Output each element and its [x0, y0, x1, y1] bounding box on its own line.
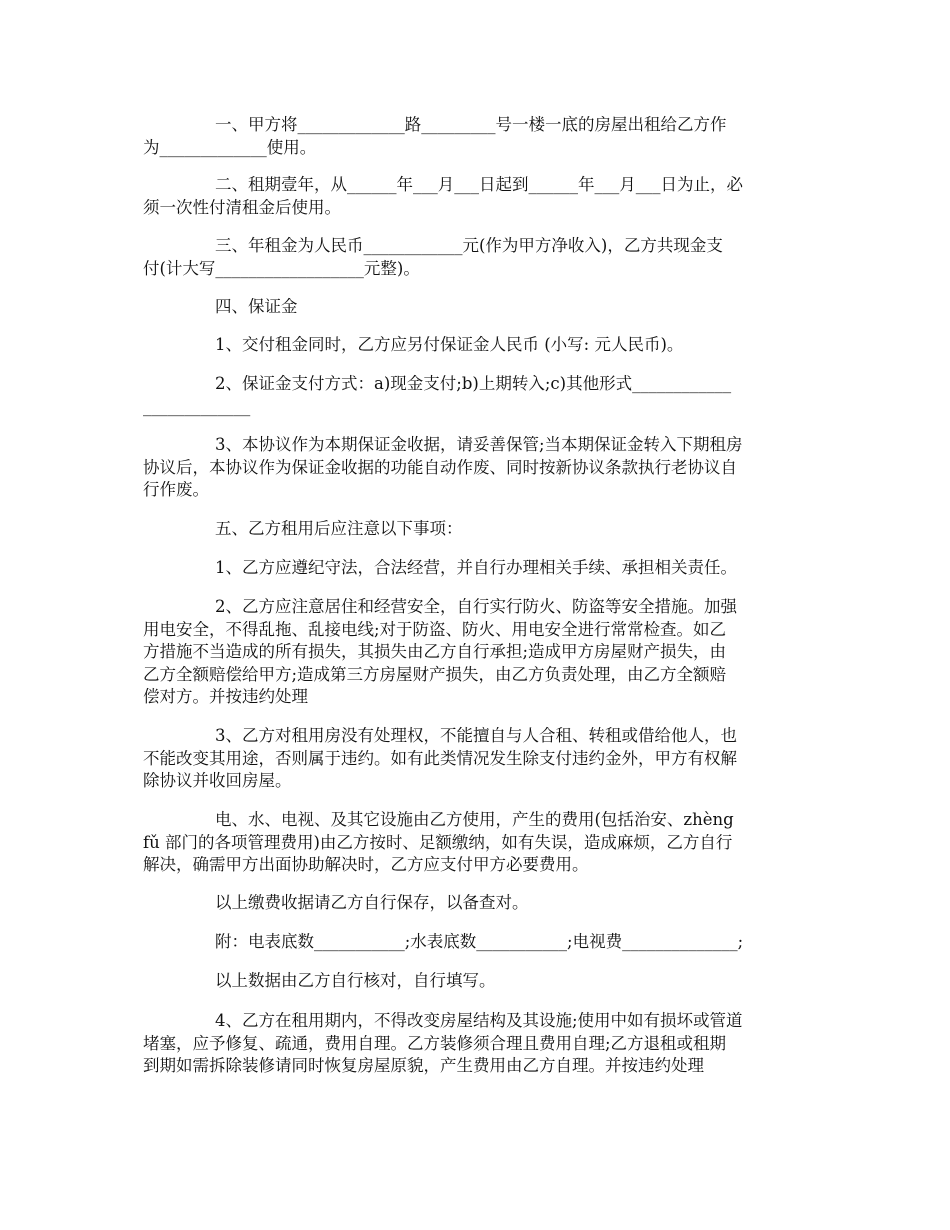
- text-line: 1、乙方应遵纪守法，合法经营，并自行办理相关手续、承担相关责任。: [215, 558, 737, 577]
- text-line: 2、保证金支付方式：a)现金支付;b)上期转入;c)其他形式____________: [215, 374, 732, 393]
- utilities-paragraph: [143, 809, 815, 877]
- notice-item-1: [143, 557, 815, 580]
- text-line: 须一次性付清租金后使用。: [143, 197, 341, 217]
- text-line: 二、租期壹年，从______年___月___日起到______年___月___日为止，必: [215, 175, 743, 194]
- clause-1: [143, 114, 815, 159]
- notice-item-4: [143, 1010, 815, 1078]
- meter-readings: [143, 931, 815, 954]
- text-line: 不能改变其用途，否则属于违约。如有此类情况发生除支付违约金外，甲方有权解: [143, 748, 737, 768]
- text-line: 方措施不当造成的所有损失，其损失由乙方自行承担;造成甲方房屋财产损失，由: [143, 642, 727, 661]
- text-line: 行作废。: [143, 480, 209, 499]
- text-line: 除协议并收回房屋。: [143, 771, 292, 790]
- text-line: 2、乙方应注意居住和经营安全，自行实行防火、防盗等安全措施。加强: [215, 597, 737, 616]
- text-line: 4、乙方在租用期内，不得改变房屋结构及其设施;使用中如有损坏或管道: [215, 1011, 743, 1030]
- deposit-item-2: [143, 373, 815, 418]
- text-line: 附：电表底数___________;水表底数___________;电视费______________;: [215, 932, 744, 951]
- text-line: 为_____________使用。: [143, 137, 317, 157]
- verification-note: [143, 970, 815, 993]
- text-line: 到期如需拆除装修请同时恢复房屋原貌，产生费用由乙方自理。并按违约处理: [143, 1056, 704, 1075]
- clause-2: [143, 174, 815, 219]
- receipt-note: [143, 892, 815, 915]
- text-line: 3、本协议作为本期保证金收据，请妥善保管;当本期保证金转入下期租房: [215, 435, 743, 454]
- clause-3: [143, 235, 815, 280]
- text-line: 3、乙方对租用房没有处理权，不能擅自与人合租、转租或借给他人，也: [215, 726, 737, 745]
- clause-4-heading: [143, 296, 815, 319]
- text-line: 堵塞，应予修复、疏通，费用自理。乙方装修须合理且费用自理;乙方退租或租期: [143, 1033, 727, 1053]
- text-line: 1、交付租金同时，乙方应另付保证金人民币 (小写: 元人民币)。: [215, 335, 684, 354]
- text-line: 电、水、电视、及其它设施由乙方使用，产生的费用(包括治安、zhèng: [215, 810, 734, 829]
- notice-item-3: [143, 725, 815, 793]
- clause-5-heading: [143, 518, 815, 541]
- text-line: 以上数据由乙方自行核对，自行填写。: [215, 971, 496, 990]
- text-line: 乙方全额赔偿给甲方;造成第三方房屋财产损失，由乙方负责处理，由乙方全额赔: [143, 664, 727, 684]
- text-line: 三、年租金为人民币____________元(作为甲方净收入)，乙方共现金支: [215, 236, 723, 255]
- text-line: 解决，确需甲方出面协助解决时，乙方应支付甲方必要费用。: [143, 855, 589, 874]
- text-line: 用电安全，不得乱拖、乱接电线;对于防盗、防火、用电安全进行常常检查。如乙: [143, 619, 727, 639]
- deposit-item-1: [143, 334, 815, 357]
- notice-item-2: [143, 596, 815, 709]
- text-line: 协议后，本协议作为保证金收据的功能自动作废、同时按新协议条款执行老协议自: [143, 457, 737, 477]
- text-line: 五、乙方租用后应注意以下事项：: [215, 519, 463, 538]
- text-line: 一、甲方将_____________路_________号一楼一底的房屋出租给乙方作: [215, 115, 727, 134]
- text-line: 四、保证金: [215, 297, 298, 316]
- text-line: 偿对方。并按违约处理: [143, 687, 308, 706]
- text-line: _____________: [143, 396, 251, 416]
- deposit-item-3: [143, 434, 815, 502]
- text-line: 付(计大写__________________元整)。: [143, 258, 420, 278]
- text-line: fǔ 部门的各项管理费用)由乙方按时、足额缴纳，如有失误，造成麻烦，乙方自行: [143, 832, 733, 852]
- text-line: 以上缴费收据请乙方自行保存，以备查对。: [215, 893, 529, 912]
